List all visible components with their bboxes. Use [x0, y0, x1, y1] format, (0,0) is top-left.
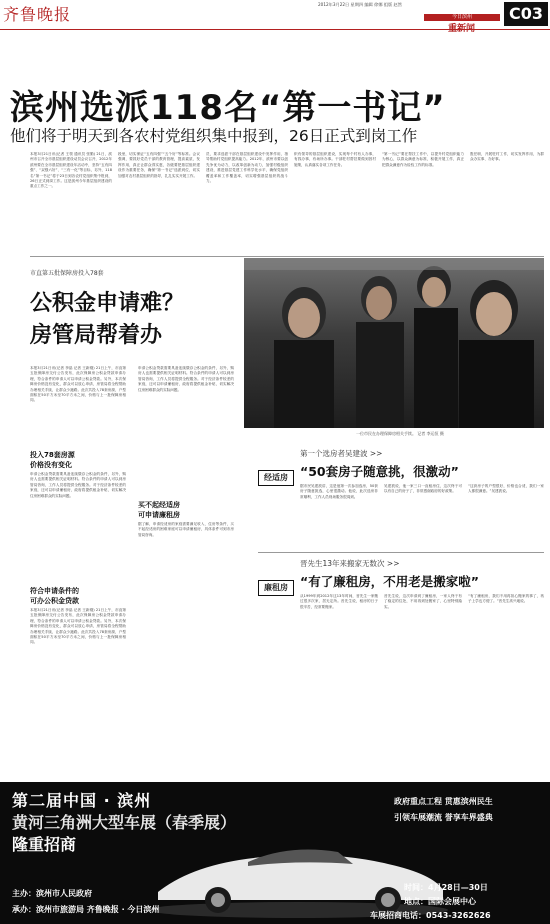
lead-column-6: 胜任职，开展驻村工作，切实发挥作用，为群众办实事、办好事。	[470, 152, 544, 162]
divider	[30, 256, 544, 257]
lead-column-2: 段里，切实保证“五有四强”“五个好”等标准。会议强调，要抓好党员干部的教育管理，提高素质，发挥作用，真正让群众得实惠，各级要把基层组织建设作为重要任务，确保“第一书记”选派到位，切实加强对农村基层组织的指导，扎扎实实开展工作。	[118, 152, 200, 178]
page-number-badge: C03	[504, 2, 548, 26]
ad-slogan-1: 政府重点工程 贯惠滨州民生	[394, 796, 493, 806]
housing-kicker: 市直第五批保障房投入78套	[30, 270, 104, 277]
housing-title-line-2: 房管局帮着办	[30, 323, 163, 348]
housing-subhead-3: 符合申请条件的	[30, 587, 79, 595]
housing-column-2b: 据了解，申请经适房的家庭需要满足收入、住房等条件，买不起经适房的困难家庭可以申请廉租房，具体条件可到市房管局咨询。	[138, 522, 234, 537]
story2-column-1: 从1999年到2012年这13年时间，晋先生一家搬过很多次家，居无定所。晋先生说，租房的日子很辛苦，经常要搬家。	[300, 594, 378, 609]
ad-organizer: 承办：滨州市旅游局 齐鲁晚报 · 今日滨州	[12, 905, 160, 914]
ad-line-1: 第二届中国 · 滨州	[12, 791, 152, 810]
newspaper-logo: 齐鲁晚报	[3, 5, 72, 24]
photo-people-illustration	[244, 258, 544, 428]
sports-car-image	[138, 830, 458, 922]
housing-subhead-4: 可办公积金贷款	[30, 597, 79, 605]
divider	[258, 552, 544, 553]
story1-tag: 经适房	[258, 470, 294, 486]
lead-column-4: 织有领导的基层组织建设，实现每个村有人办事，有钱办事，有场所办事。干部驻村帮扶要做到因村施策，认真落实各项工作任务。	[294, 152, 376, 167]
housing-column-1b: 申请公积金贷款需要具备连续缴存公积金的条件，另外，购房人也需要提供相关证明材料。符合条件的申请人可以到房管局咨询，工作人员将提供全程服务。对于经济条件较差的家庭，还可以申请廉租房，政府将提供租金补贴，切实解决住房困难群众的实际问题。	[30, 472, 126, 498]
lead-subheadline: 他们将于明天到各农村党组织集中报到，26日正式到岗工作	[10, 127, 418, 145]
dateline: 2012年3月22日 星期四 编辑 徐娜 组版 赵然	[318, 2, 402, 7]
housing-title-line-1: 公积金申请难？	[30, 291, 185, 316]
lead-column-5: “第一书记”要在帮扶工作中，以提升村党组织能力为核心，以群众满意为标准，积极开展工作，真正把群众满意作为检验工作的标准。	[382, 152, 464, 167]
lead-column-3: 员，要求选派干部在基层组织建设中发挥作用，指导帮助村党组织提高能力。2012年，滨州市要以创先争优为动力，以改革创新为动力，加强村级组织建设，推进基层党建工作科学化水平，确保党组织覆盖率和工作覆盖率，切实增强基层组织的战斗力。	[206, 152, 288, 184]
news-photo	[244, 258, 544, 428]
story1-section-title: 第一个选房者吴建波 >>	[300, 449, 383, 458]
masthead	[0, 0, 550, 34]
ad-hotline: 车展招商电话：0543-3262626	[370, 911, 491, 920]
ad-line-2: 黄河三角洲大型车展（春季展）	[12, 813, 237, 832]
story1-column-1: 据市民吴建波讲，这是他第一次参加选房，50套房子随意挑选，心里很激动。他说，此次选房非常顺利，工作人员现场服务很周到。	[300, 484, 378, 499]
story2-column-2: 晋先生说，这次申请到了廉租房，一家人终于有了稳定的住处，不用再到处搬家了，心里特别踏实。	[384, 594, 462, 609]
ad-line-3: 隆重招商	[12, 835, 77, 854]
story2-quote: “有了廉租房，不用老是搬家啦”	[300, 574, 479, 589]
lead-column-1: 本报3月21日讯(记者 王领 通讯员 张勤) 21日，滨州市召开全市基层组织建设动员会议召开，2012年滨州要在全市基层组织建设年活动中，坚持“五有四强”、“双强六好”、“三有一化”等目标，另外，118名“第一书记”将于23日到各农村党组织集中报到，26日正式到岗工作。这是滨州今年基层组织建设的重点工作之一。	[30, 152, 112, 189]
ad-venue: 地点：国际会展中心	[404, 897, 476, 906]
lead-headline: 滨州选派118名“第一书记”	[10, 88, 446, 128]
housing-column-1c: 本报3月21日讯(记者 李晶 记者 王新刚) 21日上午，市直第五批保障房交付公告发布，此次保障房公积金贷款申请办理，符合条件的申请人可以申请公积金贷款。另外，本次保障房价格没有变化，群众可以放心申请，房管局将全程帮助办理相关手续，让群众少跑路。此次共投入78套房源，户型面积在50平方米至70平方米之间，价格与上一批保障房相同。	[30, 608, 126, 645]
ad-time: 时间：4月28日—30日	[404, 883, 488, 892]
housing-column-2: 申请公积金贷款需要具备连续缴存公积金的条件，另外，购房人也需要提供相关证明材料。符合条件的申请人可以到房管局咨询，工作人员将提供全程服务。对于经济条件较差的家庭，还可以申请廉租房，政府将提供租金补贴，切实解决住房困难群众的实际问题。	[138, 366, 234, 392]
section-bar: 今日滨州	[424, 14, 500, 21]
story1-column-3: “这套房子的户型很好，价格也合适，我们一家人都很满意。”吴建波说。	[468, 484, 544, 494]
section-name: 重新闻	[448, 24, 476, 34]
housing-subhead-5: 买不起经适房	[138, 501, 180, 509]
story2-column-3: “有了廉租房，我们不用再担心搬家的事了，孩子上学也方便了。”晋先生高兴地说。	[468, 594, 544, 604]
story1-quote: “50套房子随意挑，很激动”	[300, 464, 459, 479]
housing-subhead-6: 可申请廉租房	[138, 511, 180, 519]
ad-host: 主办：滨州市人民政府	[12, 889, 92, 898]
housing-subhead-2: 价格没有变化	[30, 461, 72, 469]
story2-section-title: 晋先生13年来搬家无数次 >>	[300, 559, 400, 568]
housing-subhead-1: 投入78套房源	[30, 451, 75, 459]
story2-tag: 廉租房	[258, 580, 294, 596]
housing-column-1: 本报3月21日讯(记者 李晶 记者 王新刚) 21日上午，市直第五批保障房交付公告发布，此次保障房公积金贷款申请办理，符合条件的申请人可以申请公积金贷款。另外，本次保障房价格没有变化，群众可以放心申请，房管局将全程帮助办理相关手续，让群众少跑路。此次共投入78套房源，户型面积在50平方米至70平方米之间，价格与上一批保障房相同。	[30, 366, 126, 403]
story1-column-2: 吴建波说，他一家三口一直租房住，这次终于可以有自己的房子了，非常感谢政府的好政策。	[384, 484, 462, 494]
ad-slogan-2: 引领车展潮流 誉享车界盛典	[394, 812, 493, 822]
photo-caption: 一位市民在办理保障房相关手续。 记者 李运恒 摄	[356, 431, 444, 436]
car-show-advertisement	[0, 782, 550, 924]
